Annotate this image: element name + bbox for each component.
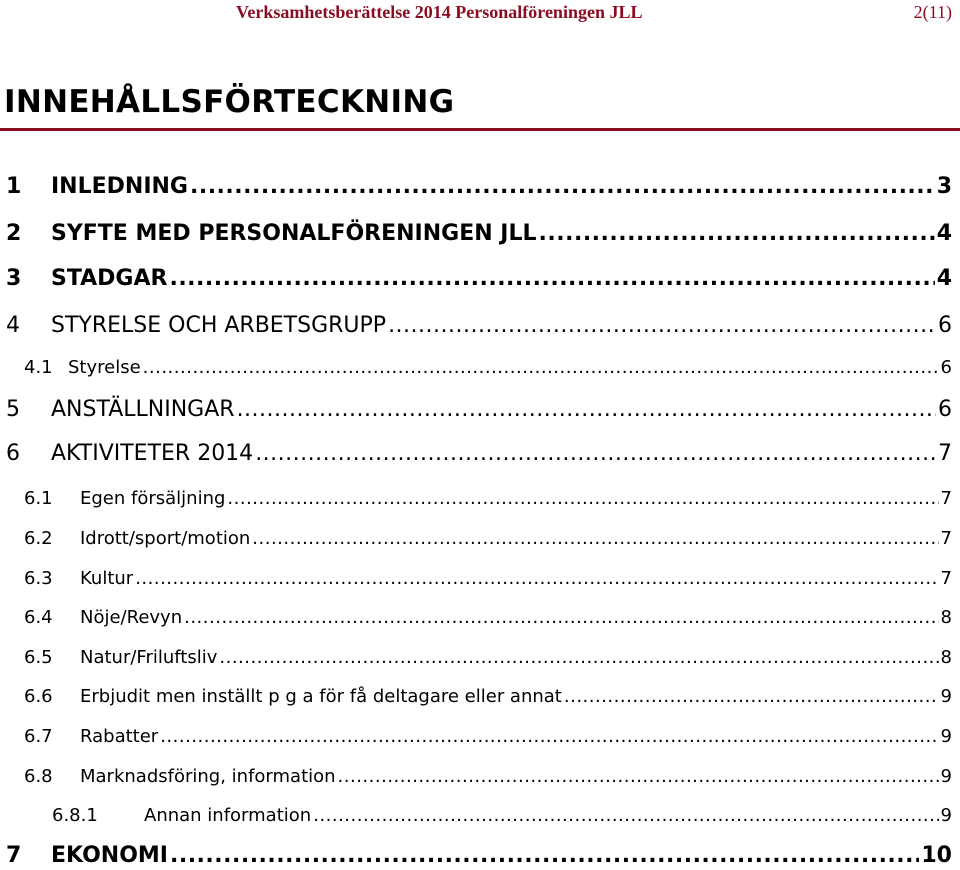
toc-heading: INNEHÅLLSFÖRTECKNING: [4, 84, 455, 120]
toc-entry-label: Styrelse: [68, 357, 141, 378]
toc-dot-leader: [237, 397, 936, 422]
toc-entry-label: STYRELSE OCH ARBETSGRUPP: [51, 313, 387, 338]
toc-dot-leader: [143, 357, 939, 378]
toc-dot-leader: [313, 805, 938, 826]
toc-dot-leader: [135, 568, 938, 589]
toc-entry-page: 3: [936, 174, 952, 199]
toc-entry-page: 10: [921, 843, 952, 868]
toc-entry-6-8-1[interactable]: [52, 805, 952, 831]
toc-entry-3[interactable]: [6, 266, 952, 296]
toc-entry-page: 4: [936, 221, 952, 246]
toc-entry-4-1[interactable]: [24, 357, 952, 383]
toc-entry-number: 6.2: [24, 528, 53, 549]
toc-entry-number: 4: [6, 313, 20, 338]
toc-entry-6-1[interactable]: [24, 488, 952, 514]
toc-entry-page: 8: [940, 647, 952, 668]
page-header: [0, 0, 960, 26]
toc-heading-rule: [0, 128, 960, 131]
toc-entry-label: Egen försäljning: [80, 488, 226, 509]
toc-entry-label: AKTIVITETER 2014: [51, 441, 254, 466]
toc-entry-number: 1: [6, 174, 22, 199]
toc-entry-page: 7: [940, 528, 952, 549]
toc-entry-label: Idrott/sport/motion: [80, 528, 251, 549]
toc-entry-page: 9: [940, 805, 952, 826]
toc-entry-page: 7: [938, 441, 952, 466]
toc-entry-label: INLEDNING: [51, 174, 188, 199]
toc-entry-page: 7: [940, 488, 952, 509]
toc-entry-page: 9: [940, 766, 952, 787]
toc-entry-page: 6: [938, 313, 952, 338]
toc-entry-number: 3: [6, 266, 22, 291]
toc-dot-leader: [170, 843, 919, 868]
toc-entry-6-7[interactable]: [24, 726, 952, 752]
toc-entry-number: 6.8: [24, 766, 53, 787]
toc-entry-label: Kultur: [80, 568, 134, 589]
toc-entry-4[interactable]: [6, 313, 952, 343]
toc-dot-leader: [219, 647, 938, 668]
toc-dot-leader: [255, 441, 936, 466]
toc-entry-page: 8: [940, 607, 952, 628]
toc-entry-page: 4: [936, 266, 952, 291]
toc-entry-label: Nöje/Revyn: [80, 607, 183, 628]
toc-dot-leader: [169, 266, 934, 291]
toc-dot-leader: [539, 221, 935, 246]
toc-entry-number: 7: [6, 843, 22, 868]
toc-entry-6-8[interactable]: [24, 766, 952, 792]
toc-entry-number: 6.8.1: [52, 805, 98, 826]
toc-dot-leader: [160, 726, 938, 747]
toc-entry-number: 6.3: [24, 568, 53, 589]
toc-entry-label: SYFTE MED PERSONALFÖRENINGEN JLL: [51, 221, 537, 246]
toc-entry-6-2[interactable]: [24, 528, 952, 554]
toc-dot-leader: [564, 686, 939, 707]
toc-entry-2[interactable]: [6, 221, 952, 251]
toc-dot-leader: [227, 488, 938, 509]
toc-entry-label: Erbjudit men inställt p g a för få deltagare eller annat: [80, 686, 562, 707]
toc-entry-7[interactable]: [6, 843, 952, 870]
toc-entry-number: 4.1: [24, 357, 53, 378]
toc-dot-leader: [338, 766, 939, 787]
toc-entry-6-5[interactable]: [24, 647, 952, 673]
toc-entry-label: STADGAR: [51, 266, 168, 291]
toc-entry-1[interactable]: [6, 174, 952, 204]
toc-entry-number: 6.6: [24, 686, 53, 707]
toc-dot-leader: [252, 528, 938, 549]
toc-entry-page: 6: [938, 397, 952, 422]
toc-entry-6-4[interactable]: [24, 607, 952, 633]
toc-entry-6-6[interactable]: [24, 686, 952, 712]
toc-entry-label: Marknadsföring, information: [80, 766, 336, 787]
toc-entry-number: 6.7: [24, 726, 53, 747]
header-page-number: 2(11): [913, 2, 952, 22]
toc-entry-number: 6.5: [24, 647, 53, 668]
toc-entry-label: Natur/Friluftsliv: [80, 647, 218, 668]
toc-entry-6[interactable]: [6, 441, 952, 471]
toc-entry-page: 6: [940, 357, 952, 378]
toc-entry-number: 5: [6, 397, 20, 422]
toc-entry-5[interactable]: [6, 397, 952, 427]
toc-entry-label: ANSTÄLLNINGAR: [51, 397, 235, 422]
toc-entry-page: 9: [940, 726, 952, 747]
toc-dot-leader: [184, 607, 938, 628]
toc-entry-page: 9: [940, 686, 952, 707]
toc-entry-6-3[interactable]: [24, 568, 952, 594]
toc-entry-number: 2: [6, 221, 22, 246]
toc-entry-label: EKONOMI: [51, 843, 168, 868]
toc-entry-number: 6.1: [24, 488, 53, 509]
toc-entry-label: Rabatter: [80, 726, 159, 747]
toc-entry-label: Annan information: [144, 805, 312, 826]
toc-entry-number: 6.4: [24, 607, 53, 628]
toc-dot-leader: [190, 174, 935, 199]
toc-dot-leader: [388, 313, 936, 338]
toc-entry-page: 7: [940, 568, 952, 589]
header-title: Verksamhetsberättelse 2014 Personalföreningen JLL: [236, 2, 643, 22]
toc-entry-number: 6: [6, 441, 20, 466]
